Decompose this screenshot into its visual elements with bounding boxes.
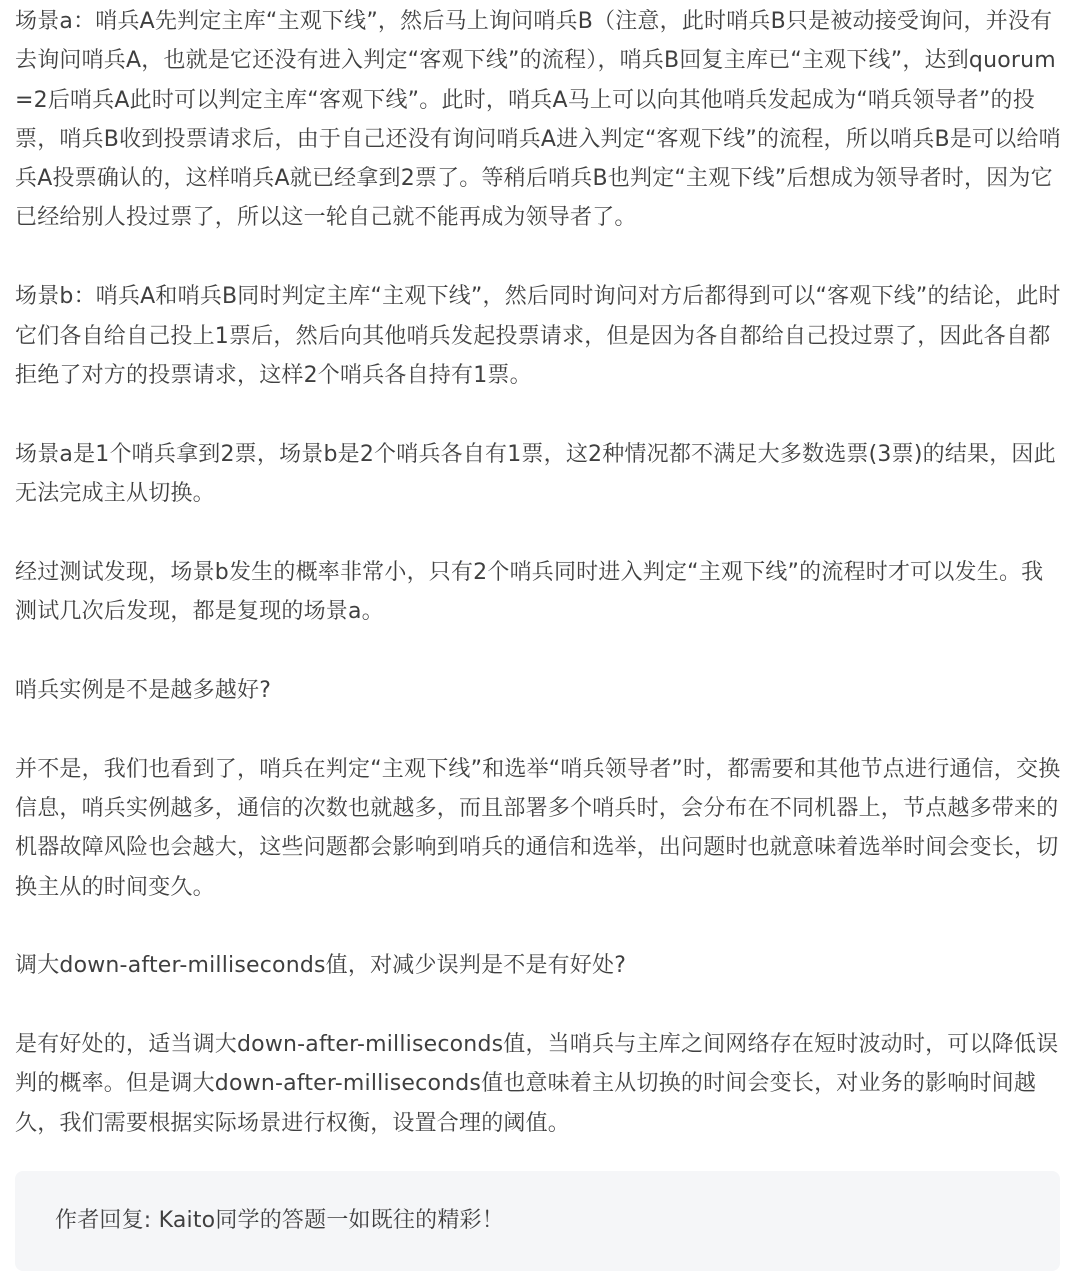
paragraph-test-result: 经过测试发现，场景b发生的概率非常小，只有2个哨兵同时进入判定“主观下线”的流程时才可以发生。我测试几次后发现，都是复现的场景a。 (15, 559, 1044, 625)
paragraph-scenario-b: 场景b：哨兵A和哨兵B同时判定主库“主观下线”，然后同时询问对方后都得到可以“客观下线”的结论，此时它们各自给自己投上1票后，然后向其他哨兵发起投票请求，但是因为各自都给自己投过票了，因此各自都拒绝了对方的投票请求，这样2个哨兵各自持有1票。 (15, 284, 1061, 388)
paragraph-scenario-a: 场景a：哨兵A先判定主库“主观下线”，然后马上询问哨兵B（注意，此时哨兵B只是被动接受询问，并没有去询问哨兵A，也就是它还没有进入判定“客观下线”的流程），哨兵B回复主库已“主观下线”，达到quorum=2后哨兵A此时可以判定主库“客观下线”。此时，哨兵A马上可以向其他哨兵发起成为“哨兵领导者”的投票，哨兵B收到投票请求后，由于自己还没有询问哨兵A进入判定“客观下线”的流程，所以哨兵B是可以给哨兵A投票确认的，这样哨兵A就已经拿到2票了。等稍后哨兵B也判定“主观下线”后想成为领导者时，因为它已经给别人投过票了，所以这一轮自己就不能再成为领导者了。 (15, 9, 1061, 231)
author-reply-text: 作者回复: Kaito同学的答题一如既往的精彩！ (55, 1208, 504, 1233)
paragraph-conclusion: 场景a是1个哨兵拿到2票，场景b是2个哨兵各自有1票，这2种情况都不满足大多数选票(3票)的结果，因此无法完成主从切换。 (15, 441, 1056, 506)
question-more-sentinels: 哨兵实例是不是越多越好? (15, 677, 272, 703)
answer-down-after-milliseconds: 是有好处的，适当调大down-after-milliseconds值，当哨兵与主库之间网络存在短时波动时，可以降低误判的概率。但是调大down-after-milliseconds值也意味着主从切换的时间会变长，对业务的影响时间越久，我们需要根据实际场景进行权衡，设置合理的阈值。 (15, 1032, 1059, 1136)
answer-more-sentinels: 并不是，我们也看到了，哨兵在判定“主观下线”和选举“哨兵领导者”时，都需要和其他节点进行通信，交换信息，哨兵实例越多，通信的次数也就越多，而且部署多个哨兵时，会分布在不同机器上，节点越多带来的机器故障风险也会越大，这些问题都会影响到哨兵的通信和选举，出问题时也就意味着选举时间会变长，切换主从的时间变久。 (15, 756, 1061, 900)
question-down-after-milliseconds: 调大down-after-milliseconds值，对减少误判是不是有好处? (15, 953, 627, 979)
comment-body (15, 0, 1065, 1183)
author-reply-box (15, 1171, 1060, 1271)
